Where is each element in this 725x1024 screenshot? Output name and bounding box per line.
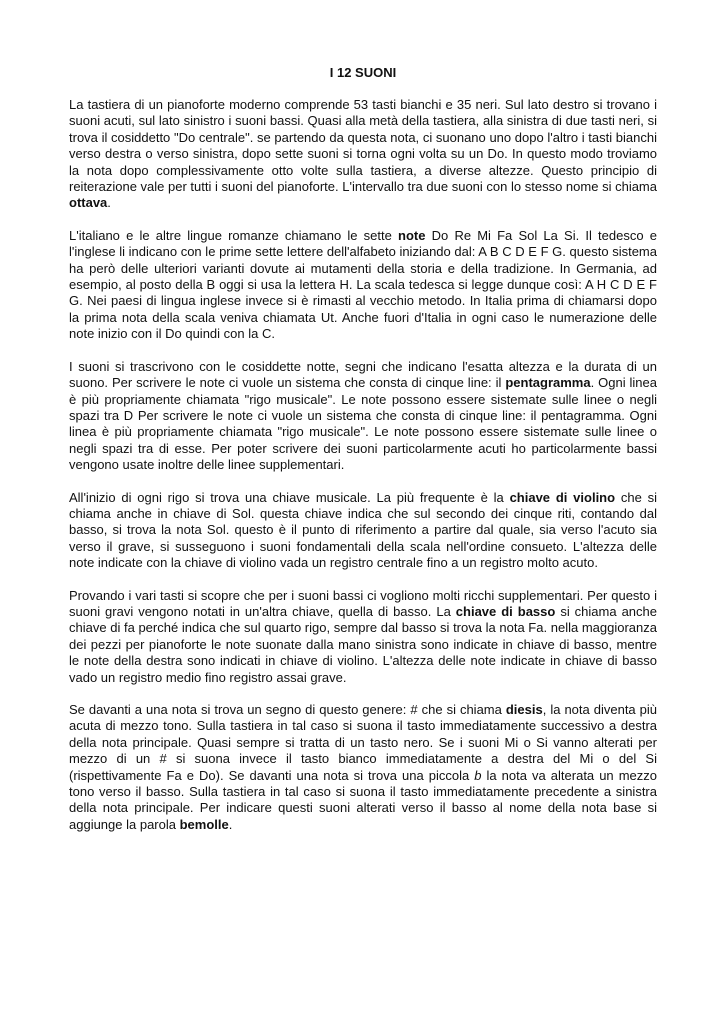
document-body (69, 97, 657, 833)
document-title: I 12 SUONI (329, 65, 397, 80)
text-run: . Ogni linea è più propriamente chiamata "rigo musicale". Le note possono essere sistemate sulle linee o negli spazi tra D Per scrivere le note ci vuole un sistema che consta di cinque line: il pentagramma. Ogni linea è più propriamente chiamata "rigo musicale". Le note possono essere sistemate sulle linee o negli spazi tra di esse. Per poter scrivere dei suoni particolarmente acuti ho particolarmente bassi vengono usate inoltre delle linee supplementari. (69, 375, 657, 473)
text-run: I suoni si trascrivono con le cosiddette notte, segni che indicano l'esatta altezza e la durata di un suono. Per scrivere le note ci vuole un sistema che consta di cinque line: il (69, 358, 657, 391)
bold-term: note (398, 227, 426, 243)
italic-term: b (474, 767, 482, 783)
paragraph (69, 228, 657, 343)
text-run: Se davanti a una nota si trova un segno di questo genere: # che si chiama (69, 702, 506, 717)
paragraph (69, 702, 657, 833)
text-run: Provando i vari tasti si scopre che per i suoni bassi ci vogliono molti ricchi supplementari. Per questo i suoni gravi vengono notati in un'altra chiave, quella di basso. La (69, 587, 657, 619)
text-run: Do Re Mi Fa Sol La Si. Il tedesco e l'inglese li indicano con le prime sette lettere dell'alfabeto iniziando dal: A B C D E F G. questo sistema ha però delle ulteriori varianti dovute ai mutamenti della storia e della tradizione. In Germania, ad esempio, al posto della B oggi si usa la lettera H. La scala tedesca si legge dunque così: A H C D E F G. Nei paesi di lingua inglese invece si è rimasti al vecchio metodo. In Italia prima di chiamarsi dopo la prima nota della scala veniva chiamata Ut. Anche fuori d'Italia in ogni caso le numerazione delle note inizio con il Do quindi con la C. (69, 227, 657, 342)
text-run: All'inizio di ogni rigo si trova una chiave musicale. La più frequente è la (69, 489, 510, 505)
bold-term: chiave di basso (455, 603, 556, 619)
paragraph (69, 588, 657, 686)
bold-term: diesis (505, 702, 543, 717)
document-page (69, 64, 657, 849)
bold-term: bemolle (179, 816, 229, 832)
text-run: la nota va alterata un mezzo tono verso il basso. Sulla tastiera in tal caso si suona il tasto immediatamente precedente a sinistra della nota principale. Per indicare questi suoni alterati verso il basso al nome della nota base si aggiunge la parola (69, 767, 657, 832)
paragraph (69, 490, 657, 572)
bold-term: chiave di violino (509, 489, 616, 505)
text-run: si chiama anche chiave di fa perché indica che sul quarto rigo, sempre dal basso si trova la nota Fa. nella maggioranza dei pezzi per pianoforte le note suonate dalla mano sinistra sono indicate in chiave di basso, mentre le note della destra sono indicati in chiave di violino. L'altezza delle note indicate in chiave di basso vado un registro medio fino registro assai grave. (69, 603, 657, 685)
text-run: che si chiama anche in chiave di Sol. questa chiave indica che sul secondo dei cinque riti, contando dal basso, si trova la nota Sol. questo è il punto di riferimento a partire dal quale, sia verso l'acuto sia verso il grave, si susseguono i suoni fondamentali della scala nell'ordine consueto. L'altezza delle note indicate con la chiave di violino vada un registro centrale fino a un registro molto acuto. (69, 489, 657, 571)
text-run: , la nota diventa più acuta di mezzo tono. Sulla tastiera in tal caso si suona il tasto immediatamente successivo a destra della nota principale. Quasi sempre si tratta di un tasto nero. Se i suoni Mi o Si vanno alterati per mezzo di un # si suona invece il tasto bianco immediatamente a destra del Mi o del Si (rispettivamente Fa e Do). Se davanti una nota si trova una piccola (69, 702, 657, 783)
paragraph (69, 97, 657, 212)
bold-term: ottava (69, 195, 108, 211)
text-run: . (228, 816, 233, 832)
bold-term: pentagramma (505, 375, 591, 391)
text-run: L'italiano e le altre lingue romanze chiamano le sette (69, 227, 399, 243)
text-run: La tastiera di un pianoforte moderno comprende 53 tasti bianchi e 35 neri. Sul lato destro si trovano i suoni acuti, sul lato sinistro i suoni bassi. Quasi alla metà della tastiera, alla sinistra di due tasti neri, si trova il cosiddetto "Do centrale". se partendo da questa nota, ci suonano uno dopo l'altro i tasti bianchi verso destra o verso sinistra, dopo sette suoni si torna ogni volta su un Do. In questo modo troviamo la nota dopo complessivamente otto volte sulla tastiera, a diverse altezze. Questo principio di reiterazione vale per tutti i suoni del pianoforte. L'intervallo tra due suoni con lo stesso nome si chiama (69, 97, 657, 195)
paragraph (69, 359, 657, 474)
text-run: . (107, 195, 111, 211)
